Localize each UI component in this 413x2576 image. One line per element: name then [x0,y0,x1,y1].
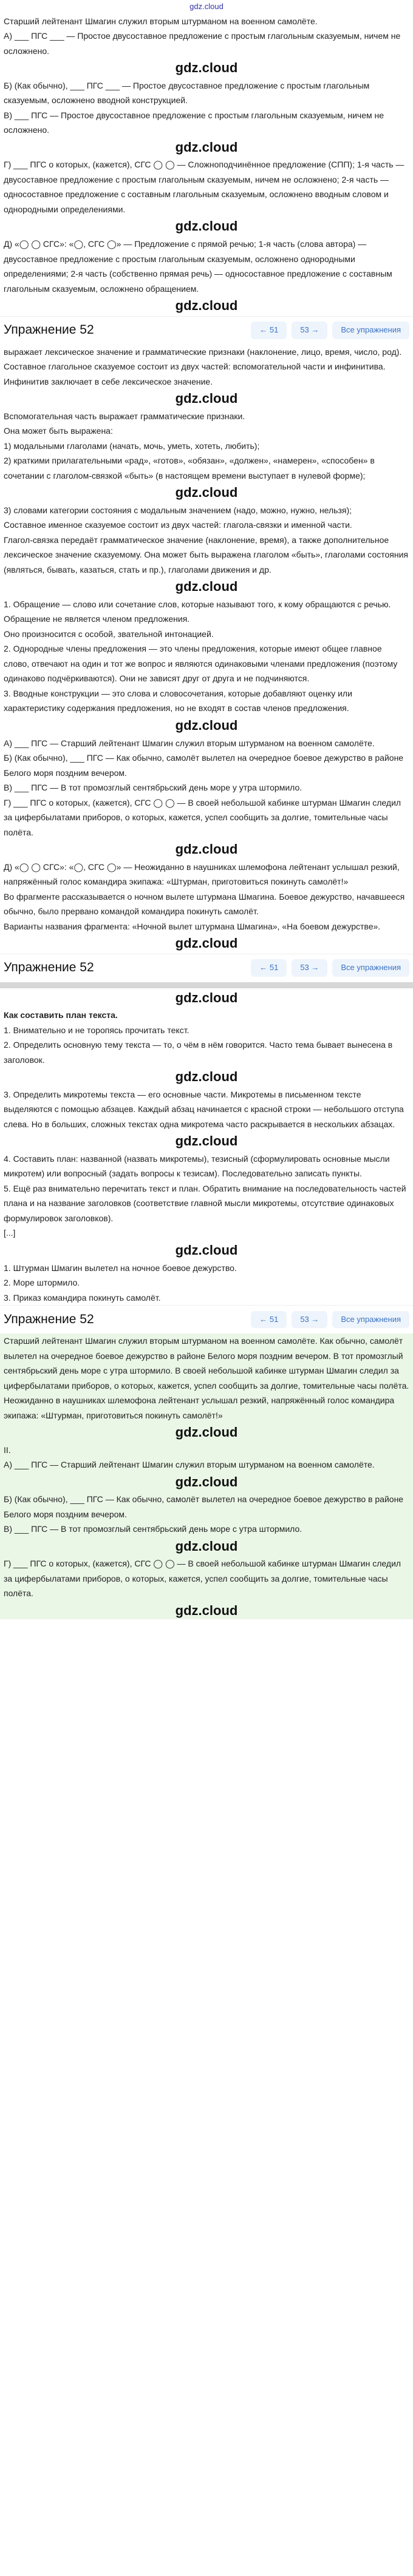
paragraph: 2) краткими прилагательными «рад», «готов», «обязан», «должен», «намерен», «способен» в сочетании с глаголом-связкой «быть» (в настоящем времени выступает в нулевой форме); [4,456,375,480]
paragraph: А) ___ ПГС — Старший лейтенант Шмагин служил вторым штурманом на военном самолёте. [4,738,375,748]
paragraph: Б) (Как обычно), ___ ПГС ___ — Простое двусоставное предложение с простым глагольным сказуемым, осложнено вводной конструкцией. [4,80,370,106]
paragraph: Б) (Как обычно), ___ ПГС — Как обычно, самолёт вылетел на очередное боевое дежурство в районе Белого моря поздним вечером. [4,753,404,778]
paragraph: В) ___ ПГС — В тот промозглый сентябрьский день море с утра штормило. [4,1524,302,1534]
paragraph: 1. Штурман Шмагин вылетел на ночное боевое дежурство. [4,1263,237,1273]
watermark: gdz.cloud [175,1069,238,1085]
watermark: gdz.cloud [175,1602,238,1618]
section-text-plan [0,990,413,1305]
paragraph: 3. Приказ командира покинуть самолёт. [4,1292,161,1303]
paragraph: Старший лейтенант Шмагин служил вторым штурманом на военном самолёте. Как обычно, самолёт вылетел на очередное боевое дежурство в районе Белого моря поздним вечером. В тот промозглый сентябрьский день море с утра штормило. В своей небольшой кабинке штурман Шмагин следил за цифербылатами приборов, о которых, кажется, успел сообщить за долгие, томительные часы полёта. Неожиданно в наушниках шлемофона лейтенант услышал резкий, напряжённый голос командира экипажа: «Штурман, приготовиться покинуть самолёт!» [4,1336,409,1420]
section-sentence-analysis [0,14,413,315]
exercise-title: Упражнение 52 [4,960,94,975]
watermark: gdz.cloud [175,717,238,733]
watermark: gdz.cloud [175,60,238,76]
all-exercises-button[interactable]: Все упражнения [332,322,409,339]
prev-exercise-button[interactable]: ← 51 [251,959,287,977]
watermark: gdz.cloud [175,936,238,951]
watermark: gdz.cloud [175,1425,238,1440]
next-exercise-button[interactable]: 53 → [292,959,327,977]
watermark: gdz.cloud [175,1242,238,1258]
paragraph: Инфинитив заключает в себе лексическое значение. [4,376,213,386]
paragraph: II. [4,1445,11,1455]
paragraph: Вспомогательная часть выражает грамматические признаки. [4,411,245,421]
top-watermark: gdz.cloud [189,2,224,11]
paragraph: 4. Составить план: названной (назвать микротемы), тезисный (сформулировать основные мысли микротем) или вопросный (задать вопросы к тезисам). Последовательно записать пункты. [4,1153,390,1179]
watermark: gdz.cloud [175,485,238,501]
paragraph: Г) ___ ПГС о которых, (кажется), СГС ◯ ◯ — В своей небольшой кабинке штурман Шмагин следил за цифербылатами приборов, о которых, кажется, успел сообщить за долгие, томительные часы полёта. [4,797,401,837]
exercise-nav [0,1305,413,1334]
paragraph: Варианты названия фрагмента: «Ночной вылет штурмана Шмагина», «На боевом дежурстве». [4,921,381,931]
watermark: gdz.cloud [175,1133,238,1149]
paragraph: В) ___ ПГС — В тот промозглый сентябрьский день море у утра штормило. [4,783,302,792]
paragraph: А) ___ ПГС ___ — Простое двусоставное предложение с простым глагольным сказуемым, ничем не осложнено. [4,31,401,56]
paragraph: Во фрагменте рассказывается о ночном вылете штурмана Шмагина. Боевое дежурство, начавшееся обычно, было прервано командой командира покинуть самолёт. [4,891,405,917]
paragraph: Старший лейтенант Шмагин служил вторым штурманом на военном самолёте. [4,16,318,26]
exercise-nav [0,954,413,982]
paragraph: 1) модальными глаголами (начать, мочь, уметь, хотеть, любить); [4,440,260,451]
paragraph: А) ___ ПГС — Старший лейтенант Шмагин служил вторым штурманом на военном самолёте. [4,1460,375,1470]
paragraph: Составное именное сказуемое состоит из двух частей: глагола-связки и именной части. [4,520,352,530]
watermark: gdz.cloud [175,990,238,1005]
paragraph: выражает лексическое значение и грамматические признаки (наклонение, лицо, время, число, род). [4,346,402,357]
watermark: gdz.cloud [175,579,238,595]
exercise-nav [0,316,413,345]
watermark: gdz.cloud [175,1538,238,1554]
watermark: gdz.cloud [175,298,238,314]
divider [0,982,413,988]
watermark: gdz.cloud [175,841,238,857]
paragraph: В) ___ ПГС — Простое двусоставное предложение с простым глагольным сказуемым, ничем не осложнено. [4,110,384,135]
watermark: gdz.cloud [175,139,238,155]
section-theory-and-parsing [0,345,413,953]
paragraph: 3) словами категории состояния с модальным значением (надо, можно, нужно, нельзя); [4,505,352,515]
paragraph: 5. Ещё раз внимательно перечитать текст и план. Обратить внимание на последовательность частей плана и на название заголовков (соответствие главной мысли микротемы, отсутствие одинаковых формулировок заголовков). [4,1183,406,1223]
next-exercise-button[interactable]: 53 → [292,322,327,339]
paragraph: Как составить план текста. [4,1010,118,1020]
all-exercises-button[interactable]: Все упражнения [332,959,409,977]
paragraph: Составное глагольное сказуемое состоит из двух частей: вспомогательной части и инфинитива. [4,362,386,372]
paragraph: Оно произносится с особой, звательной интонацией. [4,629,214,639]
paragraph: 1. Внимательно и не торопясь прочитать текст. [4,1025,189,1035]
paragraph: Д) «◯ ◯ СГС»: «◯, СГС ◯» — Неожиданно в наушниках шлемофона лейтенант услышал резкий, напряжённый голос командира экипажа: «Штурман, приготовиться покинуть самолёт!» [4,861,400,887]
paragraph: 2. Определить основную тему текста — то, о чём в нём говорится. Часто тема бывает вынесена в заголовок. [4,1040,393,1065]
paragraph: 3. Определить микротемы текста — его основные части. Микротемы в письменном тексте выделяются с помощью абзацев. Каждый абзац начинается с красной строки — небольшого отступа слева. Но в больших, сложных текстах одна микротема часто раскрывается в нескольких абзацах. [4,1089,404,1129]
paragraph: 3. Вводные конструкции — это слова и словосочетания, которые добавляют оценку или характеристику содержания предложения, но не входят в состав членов предложения. [4,688,352,713]
paragraph: Глагол-связка передаёт грамматическое значение (наклонение, время), а также дополнительное лексическое значение сказуемому. Она может быть выражена глаголом «быть», глаголами состояния (являться, бывать, казаться, стать и пр.), глаголами движения и др. [4,534,409,575]
section-full-text [0,1334,413,1619]
paragraph: [...] [4,1228,16,1238]
paragraph: Г) ___ ПГС о которых, (кажется), СГС ◯ ◯ — В своей небольшой кабинке штурман Шмагин следил за цифербылатами приборов, о которых, кажется, успел сообщить за долгие, томительные часы полёта. [4,1559,401,1599]
paragraph: 2. Море штормило. [4,1278,80,1288]
prev-exercise-button[interactable]: ← 51 [251,322,287,339]
paragraph: 1. Обращение — слово или сочетание слов, которые называют того, к кому обращаются с речью. Обращение не является членом предложения. [4,599,391,624]
paragraph: Д) «◯ ◯ СГС»: «◯, СГС ◯» — Предложение с прямой речью; 1-я часть (слова автора) — двусоставное предложение с простым глагольным сказуемым, осложнено однородными определениями; 2-я часть (собственно прямая речь) — односоставное предложение с составным глагольным сказуемым, осложнено обращением. [4,239,392,294]
prev-exercise-button[interactable]: ← 51 [251,1311,287,1329]
exercise-title: Упражнение 52 [4,323,94,337]
paragraph: Г) ___ ПГС о которых, (кажется), СГС ◯ ◯ — Сложноподчинённое предложение (СПП); 1-я часть — двусоставное предложение с простым глагольным сказуемым, ничем не осложнено; 2-я часть — односоставное предложение с составным глагольным сказуемым, осложнено вводным словом и однородными определениями. [4,160,404,214]
next-exercise-button[interactable]: 53 → [292,1311,327,1329]
paragraph: 2. Однородные члены предложения — это члены предложения, которые имеют общее главное слово, отвечают на один и тот же вопрос и являются одинаковыми членами предложения (поэтому одинаково подчёркиваются). Они не зависят друг от друга и не подчиняются. [4,644,398,684]
paragraph: Она может быть выражена: [4,426,113,436]
watermark: gdz.cloud [175,391,238,406]
exercise-title: Упражнение 52 [4,1312,94,1326]
watermark: gdz.cloud [175,1474,238,1489]
watermark: gdz.cloud [175,218,238,234]
all-exercises-button[interactable]: Все упражнения [332,1311,409,1329]
paragraph: Б) (Как обычно), ___ ПГС — Как обычно, самолёт вылетел на очередное боевое дежурство в районе Белого моря поздним вечером. [4,1494,404,1519]
